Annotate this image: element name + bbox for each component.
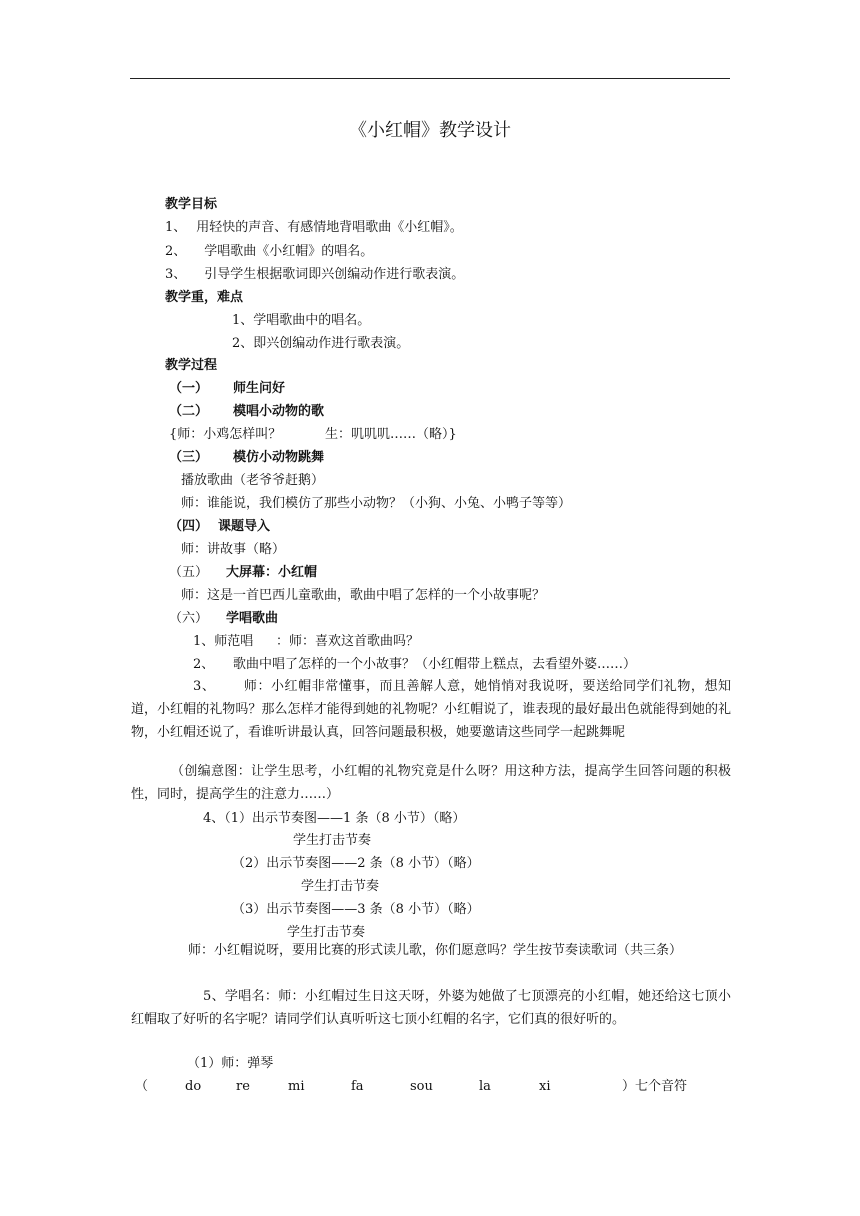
keypoint-item-2: 2、即兴创编动作进行歌表演。: [232, 336, 410, 351]
goal-item-3: [165, 266, 464, 284]
goals-heading: 教学目标: [165, 197, 218, 212]
solfege-la: la: [479, 1079, 491, 1094]
step-4-line-1: [203, 810, 465, 828]
step-4-num: 4、: [203, 811, 225, 826]
section-3-line-1: 播放歌曲（老爷爷赶鹅）: [181, 473, 325, 488]
header-rule: [130, 78, 730, 79]
solfege-do: do: [185, 1079, 202, 1094]
section-3-title: 模仿小动物跳舞: [233, 450, 325, 465]
step-4-line-6: 学生打击节奏: [287, 925, 366, 940]
goal-item-2: [165, 243, 373, 261]
solfege-fa: fa: [351, 1079, 364, 1094]
section-3-line-2: 师：谁能说，我们模仿了那些小动物？（小狗、小兔、小鸭子等等）: [181, 496, 572, 511]
section-5-line: 师：这是一首巴西儿童歌曲，歌曲中唱了怎样的一个小故事呢？: [181, 588, 546, 603]
document-title: 《小红帽》教学设计: [349, 120, 511, 141]
section-6-num: （六）: [169, 611, 209, 626]
section-3-num: （三）: [169, 450, 209, 465]
section-6-title: 学唱歌曲: [226, 611, 279, 626]
solfege-close: ）七个音符: [622, 1079, 688, 1094]
section-2-teacher: {师：小鸡怎样叫？: [169, 427, 282, 442]
section-5-num: （五）: [169, 565, 209, 580]
goal-text: 用轻快的声音、有感情地背唱歌曲《小红帽》。: [196, 220, 463, 235]
step-3-num: 3、: [193, 679, 216, 694]
step-3-paragraph: [131, 675, 731, 744]
solfege-open: （: [135, 1079, 149, 1094]
section-4-num: （四）: [169, 519, 209, 534]
solfege-xi: xi: [539, 1079, 551, 1094]
process-heading: 教学过程: [165, 358, 218, 373]
goal-text: 学唱歌曲《小红帽》的唱名。: [204, 244, 374, 259]
solfege-re: re: [236, 1079, 250, 1094]
step-4-line-3: （2）出示节奏图——2 条（8 小节）（略）: [232, 856, 480, 871]
section-2-title: 模唱小动物的歌: [233, 404, 325, 419]
step-4-line-4: 学生打击节奏: [301, 879, 380, 894]
section-4-line: 师：讲故事（略）: [181, 542, 286, 557]
section-2-student: 生：叽叽叽……（略）}: [325, 427, 457, 442]
step-5-sub-1: （1）师：弹琴: [187, 1056, 274, 1071]
section-2-num: （二）: [169, 404, 209, 419]
intent-paragraph: （创编意图：让学生思考，小红帽的礼物究竟是什么呀？用这种方法，提高学生回答问题的积极性，同时，提高学生的注意力……）: [131, 764, 731, 802]
goal-num: 2、: [165, 244, 187, 259]
step-5-paragraph: 5、学唱名：师：小红帽过生日这天呀，外婆为她做了七顶漂亮的小红帽，她还给这七顶小红帽取了好听的名字呢？请同学们认真听听这七顶小红帽的名字，它们真的很好听的。: [131, 989, 731, 1027]
step-4-line-5: （3）出示节奏图——3 条（8 小节）（略）: [232, 902, 480, 917]
section-4-title: 课题导入: [218, 519, 271, 534]
step-4-text: （1）出示节奏图——1 条（8 小节）（略）: [224, 811, 466, 826]
step-4-after: 师：小红帽说呀，要用比赛的形式读儿歌，你们愿意吗？学生按节奏读歌词（共三条）: [188, 943, 683, 958]
section-1-title: 师生问好: [233, 381, 286, 396]
step-3-text: 师：小红帽非常懂事，而且善解人意，她悄悄对我说呀，要送给同学们礼物，想知道，小红帽的礼物吗？那么怎样才能得到她的礼物呢？小红帽说了，谁表现的最好最出色就能得到她的礼物，小红帽还说了，看谁听讲最认真，回答问题最积极，她要邀请这些同学一起跳舞呢: [131, 679, 731, 740]
goal-num: 3、: [165, 267, 187, 282]
keypoints-heading: 教学重，难点: [165, 290, 244, 305]
solfege-mi: mi: [288, 1079, 305, 1094]
step-1-text: ：师：喜欢这首歌曲吗？: [276, 634, 420, 649]
step-4-line-2: 学生打击节奏: [293, 833, 372, 848]
goal-num: 1、: [165, 220, 187, 235]
step-1-label: 1、师范唱: [193, 634, 254, 649]
solfege-sou: sou: [410, 1079, 433, 1094]
section-1-num: （一）: [169, 381, 209, 396]
step-2-label: 2、: [193, 657, 215, 672]
goal-item-1: [165, 219, 463, 237]
section-5-title: 大屏幕：小红帽: [226, 565, 318, 580]
step-2-text: 歌曲中唱了怎样的一个小故事？（小红帽带上糕点，去看望外婆……）: [233, 657, 637, 672]
goal-text: 引导学生根据歌词即兴创编动作进行歌表演。: [204, 267, 465, 282]
keypoint-item-1: 1、学唱歌曲中的唱名。: [232, 313, 371, 328]
